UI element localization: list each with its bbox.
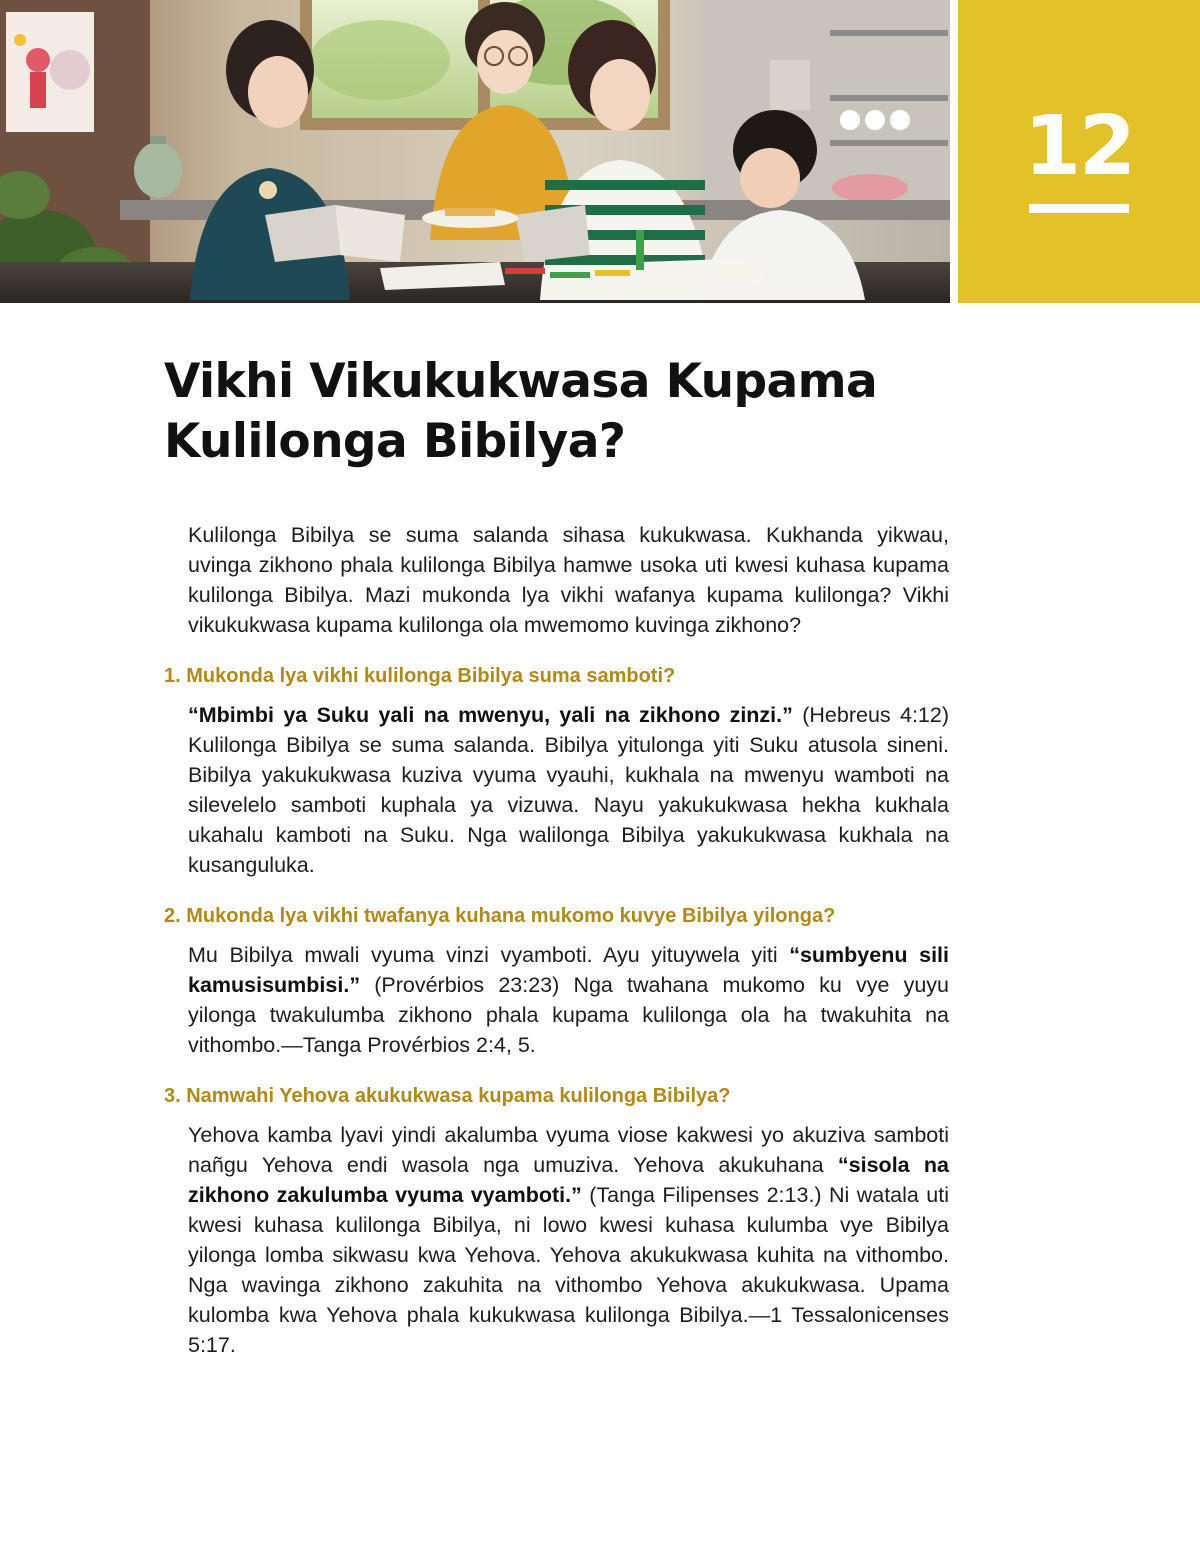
- lesson-content: [164, 352, 964, 1360]
- chapter-number: 12: [1023, 99, 1135, 194]
- chapter-badge: [958, 0, 1200, 303]
- question-heading: 2. Mukonda lya vikhi twafanya kuhana mukomo kuvye Bibilya yilonga?: [164, 905, 836, 927]
- question-heading: 1. Mukonda lya vikhi kulilonga Bibilya suma samboti?: [164, 665, 676, 687]
- header-photo: [0, 0, 950, 303]
- question-section-1: [164, 662, 964, 880]
- answer-paragraph: [188, 700, 949, 880]
- answer-text: (Hebreus 4:12) Kulilonga Bibilya se suma salanda. Bibilya yitulonga yiti Suku atusola sineni. Bibilya yakukukwasa kuziva vyuma vyauhi, kukhala na mwenyu wamboti na silevelelo samboti kuphala ya vizuwa. Nayu yakukukwasa hekha kukhala ukahalu kamboti na Suku. Nga walilonga Bibilya yakukukwasa kukhala na kusanguluka.: [188, 703, 949, 877]
- answer-text: (Tanga Filipenses 2:13.) Ni watala uti kwesi kuhasa kulilonga Bibilya, ni lowo kwesi kuhasa kulumba vye Bibilya yilonga lomba sikwasu kwa Yehova. Yehova akukukwasa kuhita na vithombo. Nga wavinga zikhono zakuhita na vithombo Yehova akukukwasa. Upama kulomba kwa Yehova phala kukukwasa kulilonga Bibilya.—1 Tessalonicenses 5:17.: [188, 1183, 949, 1357]
- answer-text: Yehova kamba lyavi yindi akalumba vyuma viose kakwesi yo akuziva samboti nañgu Yehova endi wasola nga umuziva. Yehova akukuhana: [188, 1123, 949, 1177]
- question-section-2: [164, 902, 964, 1060]
- answer-paragraph: [188, 940, 949, 1060]
- question-section-3: [164, 1082, 964, 1360]
- question-heading: 3. Namwahi Yehova akukukwasa kupama kulilonga Bibilya?: [164, 1085, 731, 1107]
- page-title: Vikhi Vikukukwasa Kupama Kulilonga Bibilya?: [164, 354, 878, 469]
- chapter-rule-divider: [1029, 204, 1129, 213]
- answer-paragraph: [188, 1120, 949, 1360]
- intro-paragraph: Kulilonga Bibilya se suma salanda sihasa kukukwasa. Kukhanda yikwau, uvinga zikhono phala kulilonga Bibilya hamwe usoka uti kwesi kuhasa kupama kulilonga Bibilya. Mazi mukonda lya vikhi wafanya kupama kulilonga? Vikhi vikukukwasa kupama kulilonga ola mwemomo kuvinga zikhono?: [188, 523, 949, 637]
- scripture-quote: “sumbyenu sili kamusisumbisi.”: [188, 943, 949, 997]
- answer-text: Mu Bibilya mwali vyuma vinzi vyamboti. Ayu yituywela yiti: [188, 943, 790, 967]
- scripture-quote: “Mbimbi ya Suku yali na mwenyu, yali na zikhono zinzi.”: [188, 703, 793, 727]
- answer-text: (Provérbios 23:23) Nga twahana mukomo ku vye yuyu yilonga twakulumba zikhono phala kupama kulilonga ola ha twakuhita na vithombo.—Tanga Provérbios 2:4, 5.: [188, 973, 949, 1057]
- scripture-quote: “sisola na zikhono zakulumba vyuma vyamboti.”: [188, 1153, 950, 1207]
- family-bible-study-illustration: [0, 0, 950, 303]
